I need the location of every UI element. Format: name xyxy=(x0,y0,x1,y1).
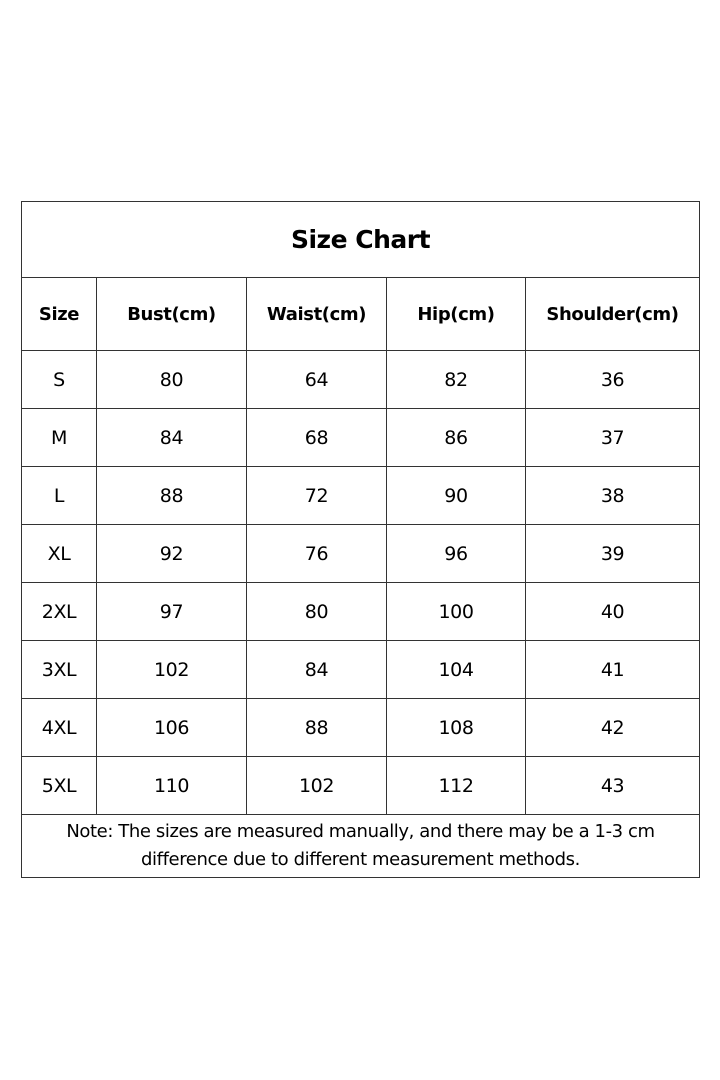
table-row xyxy=(22,409,700,467)
cell-hip: 104 xyxy=(387,641,526,699)
cell-size: M xyxy=(22,409,97,467)
column-header-size: Size xyxy=(22,278,97,351)
column-header-waist: Waist(cm) xyxy=(247,278,387,351)
table-row xyxy=(22,757,700,815)
cell-hip: 82 xyxy=(387,351,526,409)
cell-bust: 92 xyxy=(97,525,247,583)
cell-size: L xyxy=(22,467,97,525)
cell-hip: 96 xyxy=(387,525,526,583)
column-header-bust: Bust(cm) xyxy=(97,278,247,351)
cell-bust: 102 xyxy=(97,641,247,699)
cell-shoulder: 37 xyxy=(526,409,700,467)
cell-bust: 110 xyxy=(97,757,247,815)
column-header-shoulder: Shoulder(cm) xyxy=(526,278,700,351)
cell-shoulder: 36 xyxy=(526,351,700,409)
cell-size: 5XL xyxy=(22,757,97,815)
cell-bust: 84 xyxy=(97,409,247,467)
cell-waist: 72 xyxy=(247,467,387,525)
cell-shoulder: 41 xyxy=(526,641,700,699)
header-row xyxy=(22,278,700,351)
cell-size: 4XL xyxy=(22,699,97,757)
cell-waist: 88 xyxy=(247,699,387,757)
column-header-hip: Hip(cm) xyxy=(387,278,526,351)
cell-hip: 108 xyxy=(387,699,526,757)
cell-hip: 112 xyxy=(387,757,526,815)
cell-waist: 64 xyxy=(247,351,387,409)
cell-shoulder: 42 xyxy=(526,699,700,757)
cell-bust: 97 xyxy=(97,583,247,641)
table-row xyxy=(22,583,700,641)
cell-shoulder: 39 xyxy=(526,525,700,583)
cell-bust: 88 xyxy=(97,467,247,525)
cell-size: 3XL xyxy=(22,641,97,699)
cell-bust: 80 xyxy=(97,351,247,409)
cell-size: S xyxy=(22,351,97,409)
cell-hip: 86 xyxy=(387,409,526,467)
cell-hip: 90 xyxy=(387,467,526,525)
cell-size: 2XL xyxy=(22,583,97,641)
chart-title: Size Chart xyxy=(22,202,700,278)
cell-hip: 100 xyxy=(387,583,526,641)
table-row xyxy=(22,351,700,409)
table-row xyxy=(22,699,700,757)
measurement-note: Note: The sizes are measured manually, and there may be a 1-3 cm difference due to different measurement methods. xyxy=(22,815,700,878)
cell-waist: 76 xyxy=(247,525,387,583)
cell-shoulder: 43 xyxy=(526,757,700,815)
cell-waist: 80 xyxy=(247,583,387,641)
table-row xyxy=(22,525,700,583)
table-row xyxy=(22,467,700,525)
cell-waist: 102 xyxy=(247,757,387,815)
size-chart-table xyxy=(21,201,700,878)
table-row xyxy=(22,641,700,699)
cell-waist: 68 xyxy=(247,409,387,467)
cell-shoulder: 38 xyxy=(526,467,700,525)
cell-bust: 106 xyxy=(97,699,247,757)
cell-waist: 84 xyxy=(247,641,387,699)
cell-shoulder: 40 xyxy=(526,583,700,641)
cell-size: XL xyxy=(22,525,97,583)
